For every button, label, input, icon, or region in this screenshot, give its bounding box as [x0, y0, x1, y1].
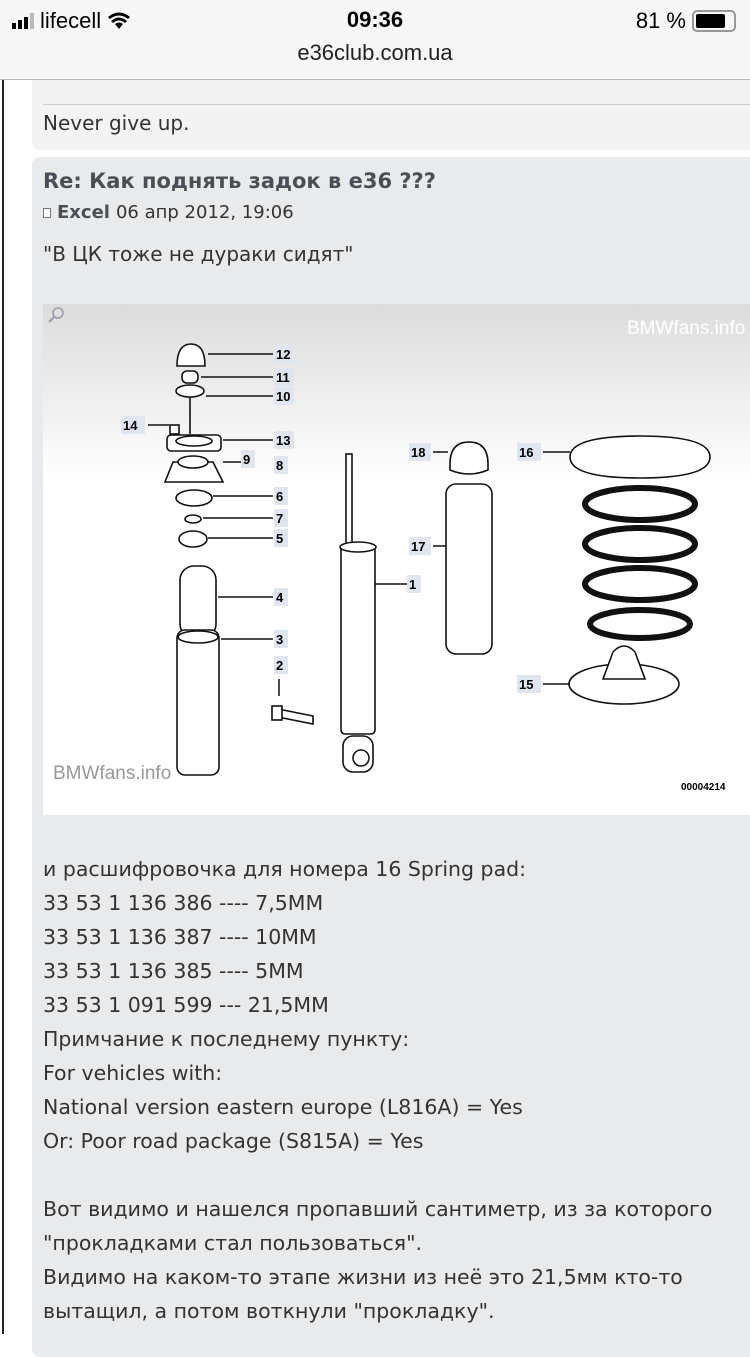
callout-number: 9	[243, 452, 251, 467]
post-date: 06 апр 2012, 19:06	[115, 202, 294, 223]
body-line: Примчание к последнему пункту:	[43, 1027, 410, 1051]
watermark-bottom: BMWfans.info	[53, 763, 172, 784]
body-line: Вот видимо и нашелся пропавший сантиметр, из за которого	[43, 1197, 713, 1221]
callout-number: 4	[276, 590, 284, 605]
callout-number: 13	[276, 433, 291, 448]
body-line: "прокладками стал пользоваться".	[43, 1231, 423, 1255]
callout-number: 18	[411, 445, 426, 460]
callout-number: 16	[519, 445, 534, 460]
body-line: 33 53 1 136 386 ---- 7,5MM	[43, 891, 324, 915]
body-line: и расшифровочка для номера 16 Spring pad:	[43, 857, 527, 881]
callout-number: 8	[276, 458, 284, 473]
diagram-code: 00004214	[681, 782, 726, 793]
callout-number: 1	[409, 577, 417, 592]
callout-number: 11	[276, 370, 290, 385]
status-bar	[0, 0, 750, 80]
zoom-icon[interactable]	[49, 308, 63, 322]
callout-number: 3	[276, 632, 284, 647]
callout-number: 17	[411, 539, 426, 554]
post-quote: "В ЦК тоже не дураки сидят"	[43, 242, 354, 266]
callout-number: 14	[123, 418, 138, 433]
callout-number: 10	[276, 389, 291, 404]
signature-divider	[43, 104, 750, 105]
callout-number: 15	[519, 677, 534, 692]
body-line: вытащил, а потом воткнули "прокладку".	[43, 1299, 495, 1323]
parts-diagram[interactable]	[43, 304, 750, 815]
battery-percent: 81 %	[635, 8, 686, 33]
watermark-top: BMWfans.info	[627, 318, 746, 339]
callout-number: 5	[276, 531, 284, 546]
address-bar[interactable]: e36club.com.ua	[297, 40, 453, 65]
callout-number: 7	[276, 511, 284, 526]
post-body	[43, 852, 748, 1328]
body-line: 33 53 1 136 385 ---- 5MM	[43, 959, 304, 983]
callout-number: 6	[276, 489, 284, 504]
post-title[interactable]: Re: Как поднять задок в e36 ???	[43, 169, 436, 193]
battery	[636, 8, 736, 34]
clock: 09:36	[346, 7, 404, 32]
post-meta	[43, 202, 294, 223]
parts-drawing	[165, 344, 710, 775]
body-line: 33 53 1 136 387 ---- 10MM	[43, 925, 317, 949]
carrier-name: lifecell	[40, 8, 102, 33]
body-line: 33 53 1 091 599 --- 21,5MM	[43, 993, 329, 1017]
post-author[interactable]: Excel	[57, 202, 110, 223]
body-line	[43, 1158, 748, 1192]
callout-number: 12	[276, 347, 291, 362]
body-line: Видимо на каком-то этапе жизни из неё это 21,5мм кто-то	[43, 1265, 683, 1289]
thread-border	[2, 80, 4, 1334]
battery-icon	[692, 10, 736, 32]
callout-number: 2	[276, 658, 284, 673]
body-line: National version eastern europe (L816A) = Yes	[43, 1095, 523, 1119]
post-icon[interactable]	[43, 208, 51, 218]
body-line: Or: Poor road package (S815A) = Yes	[43, 1129, 424, 1153]
signature: Never give up.	[43, 111, 190, 135]
body-line: For vehicles with:	[43, 1061, 223, 1085]
